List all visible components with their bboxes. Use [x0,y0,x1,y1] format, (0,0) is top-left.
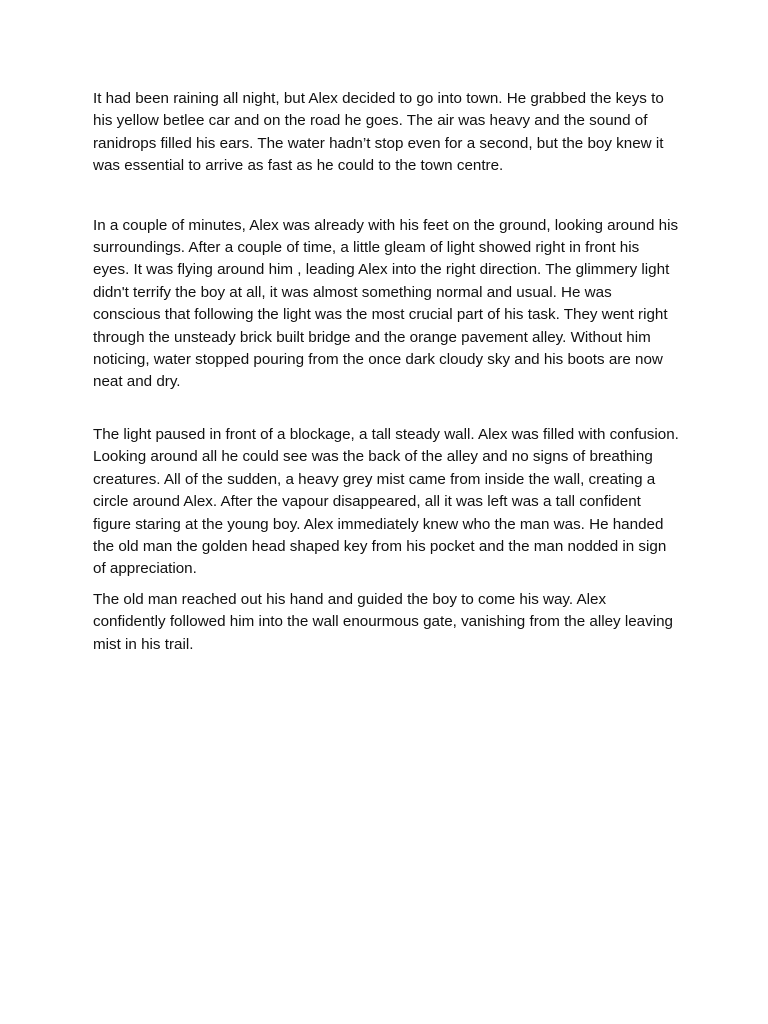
paragraph-4: The old man reached out his hand and guided the boy to come his way. Alex confidently followed him into the wall enourmous gate, vanishing from the alley leaving mist in his trail. [93,590,673,653]
document-body [93,88,679,656]
paragraph-2: In a couple of minutes, Alex was already with his feet on the ground, looking around his surroundings. After a couple of time, a little gleam of light showed right in front his eyes. It was flying around him , leading Alex into the right direction. The glimmery light didn't terrify the boy at all, it was almost something normal and usual. He was conscious that following the light was the most crucial part of his task. They went right through the unsteady brick built bridge and the orange pavement alley. Without him noticing, water stopped pouring from the once dark cloudy sky and his boots are now neat and dry. [93,216,679,391]
paragraph-1: It had been raining all night, but Alex decided to go into town. He grabbed the keys to his yellow betlee car and on the road he goes. The air was heavy and the sound of ranidrops filled his ears. The water hadn’t stop even for a second, but the boy knew it was essential to arrive as fast as he could to the town centre. [93,90,664,175]
paragraph-3: The light paused in front of a blockage, a tall steady wall. Alex was filled with confusion. Looking around all he could see was the back of the alley and no signs of breathing creatures. All of the sudden, a heavy grey mist came from inside the wall, creating a circle around Alex. After the vapour disappeared, all it was left was a tall confident figure staring at the young boy. Alex immediately knew who the man was. He handed the old man the golden head shaped key from his pocket and the man nodded in sign of appreciation. [93,425,679,578]
